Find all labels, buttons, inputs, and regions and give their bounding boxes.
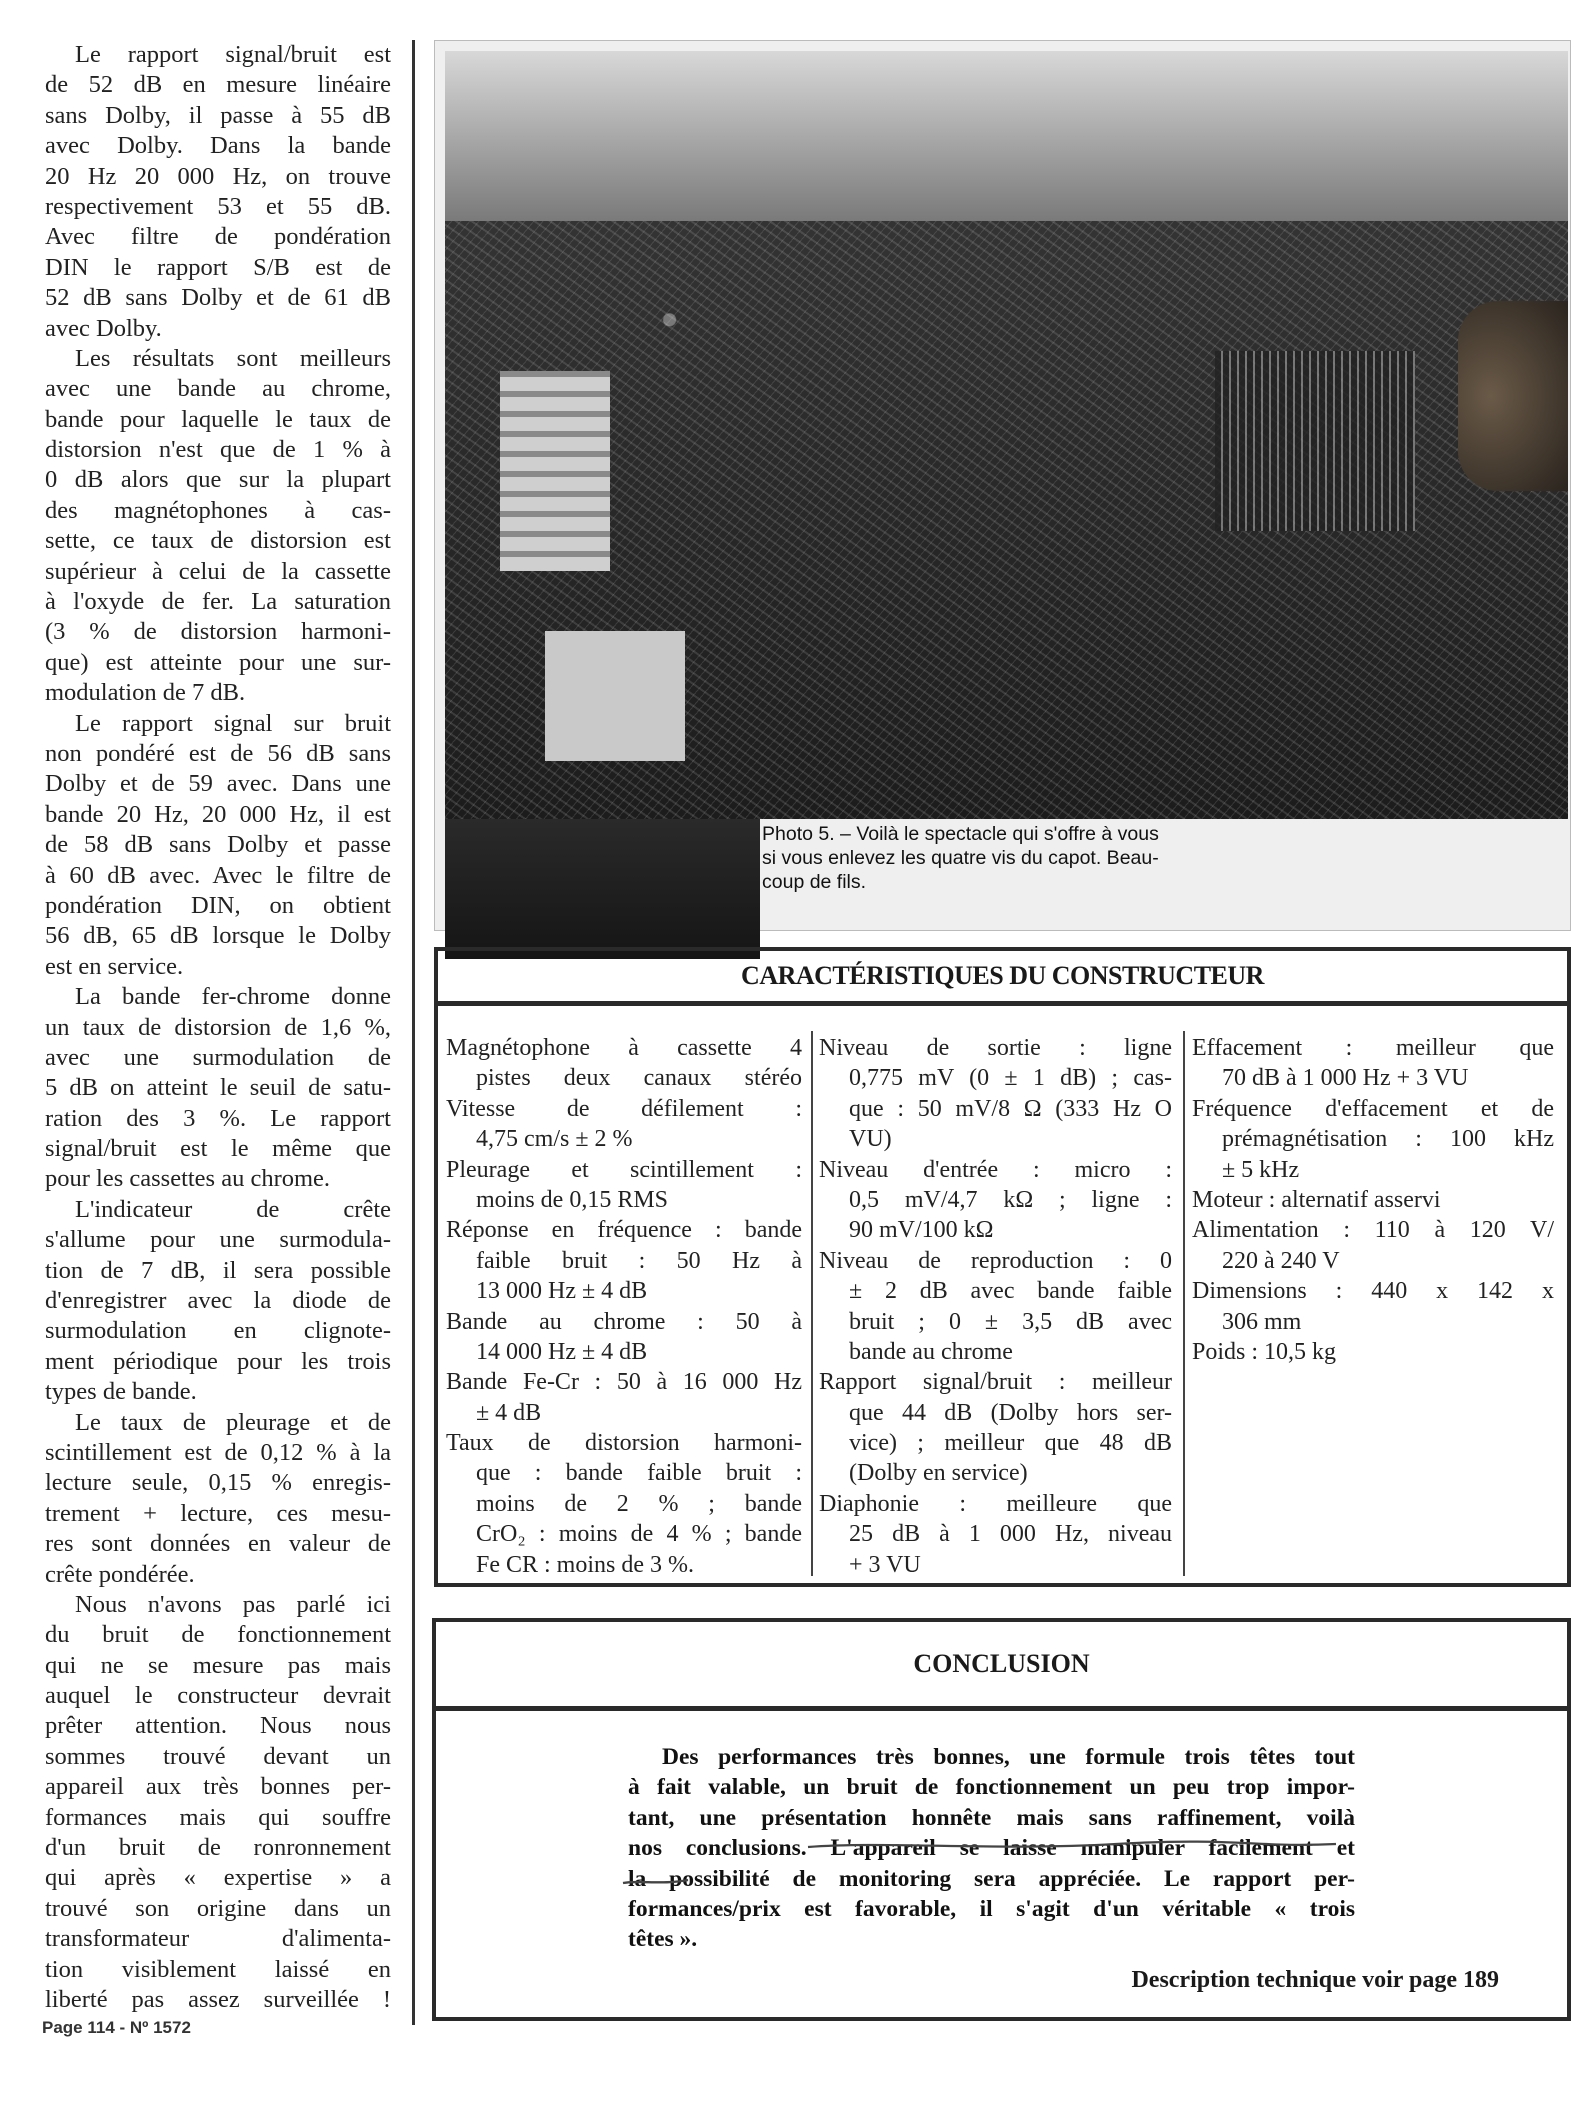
article-line: 52 dB sans Dolby et de 61 dB <box>45 284 391 312</box>
article-line: surmodulation en clignote- <box>45 1317 391 1345</box>
spec-line: Vitesse de défilement : <box>446 1095 802 1122</box>
article-text-column <box>45 40 391 2015</box>
column-divider <box>1183 1031 1185 1576</box>
spec-line: prémagnétisation : 100 kHz <box>1222 1126 1554 1153</box>
spec-line: Moteur : alternatif asservi <box>1192 1186 1441 1213</box>
article-line: s'allume pour une surmodula- <box>45 1226 391 1254</box>
article-line: sette, ce taux de distorsion est <box>45 527 391 555</box>
photo-caption <box>762 822 1242 894</box>
spec-line: VU) <box>849 1126 892 1153</box>
spec-line: 14 000 Hz ± 4 dB <box>476 1338 648 1365</box>
spec-line: 0,5 mV/4,7 kΩ ; ligne : <box>849 1186 1172 1213</box>
conclusion-line: têtes ». <box>628 1926 698 1953</box>
article-line: d'un bruit de ronronnement <box>45 1834 391 1862</box>
spec-line: que 44 dB (Dolby hors ser- <box>849 1399 1172 1426</box>
article-line: auquel le constructeur devrait <box>45 1682 391 1710</box>
conclusion-line: nos conclusions. L'appareil se laisse manipuler facilement et <box>628 1835 1355 1862</box>
spec-line: Fe CR : moins de 3 %. <box>476 1551 695 1578</box>
article-line: DIN le rapport S/B est de <box>45 253 391 281</box>
article-line: La bande fer-chrome donne <box>75 983 391 1011</box>
article-line: prêter attention. Nous nous <box>45 1712 391 1740</box>
article-line: avec une surmodulation de <box>45 1043 391 1071</box>
spec-line: bruit ; 0 ± 3,5 dB avec <box>849 1308 1172 1335</box>
spec-line: 70 dB à 1 000 Hz + 3 VU <box>1222 1065 1469 1092</box>
spec-line: ± 2 dB avec bande faible <box>849 1278 1172 1305</box>
column-divider <box>811 1031 813 1576</box>
spec-line: que : 50 mV/8 Ω (333 Hz O <box>849 1095 1172 1122</box>
column-divider <box>412 40 415 2025</box>
conclusion-line: la possibilité de monitoring sera appréciée. Le rapport per- <box>628 1865 1355 1892</box>
article-line: 20 Hz 20 000 Hz, on trouve <box>45 162 391 190</box>
spec-line: 306 mm <box>1222 1308 1302 1335</box>
spec-line: + 3 VU <box>849 1551 921 1578</box>
spec-line: (Dolby en service) <box>849 1460 1028 1487</box>
article-line: Le rapport signal/bruit est <box>75 41 391 68</box>
conclusion-line: à fait valable, un bruit de fonctionnement un peu trop impor- <box>628 1774 1355 1801</box>
specs-column-3 <box>1192 1033 1554 1367</box>
spec-line: CrO₂ : moins de 4 % ; bande <box>476 1521 802 1548</box>
spec-line: Bande au chrome : 50 à <box>446 1308 802 1335</box>
article-line: bande 20 Hz, 20 000 Hz, il est <box>45 800 391 828</box>
article-line: Nous n'avons pas parlé ici <box>75 1590 391 1618</box>
conclusion-title: CONCLUSION <box>436 1622 1567 1711</box>
photo-circuit-board <box>1215 351 1415 531</box>
spec-line: 220 à 240 V <box>1222 1247 1340 1274</box>
spec-line: Niveau d'entrée : micro : <box>819 1156 1172 1183</box>
specs-column-1 <box>446 1033 802 1580</box>
article-line: des magnétophones à cas- <box>45 496 391 524</box>
article-line: Les résultats sont meilleurs <box>75 344 391 372</box>
article-line: d'enregistrer avec la diode de <box>45 1287 391 1315</box>
specs-title: CARACTÉRISTIQUES DU CONSTRUCTEUR <box>438 951 1567 1006</box>
photo-transformer <box>1458 301 1568 491</box>
photo-component-panel <box>500 371 610 571</box>
article-line: Dolby et de 59 avec. Dans une <box>45 770 391 798</box>
caption-line: si vous enlevez les quatre vis du capot. Beau- <box>762 847 1159 869</box>
article-line: avec Dolby. Dans la bande <box>45 132 391 160</box>
photo-cassette-deck-interior <box>445 51 1568 819</box>
article-line: 0 dB alors que sur la plupart <box>45 466 391 494</box>
conclusion-box <box>432 1618 1571 2021</box>
spec-line: Effacement : meilleur que <box>1192 1035 1554 1061</box>
article-line: 5 dB on atteint le seuil de satu- <box>45 1074 391 1102</box>
spec-line: vice) ; meilleur que 48 dB <box>849 1430 1172 1457</box>
photo-rear-panel <box>445 819 760 959</box>
article-line: supérieur à celui de la cassette <box>45 557 391 585</box>
article-line: lecture seule, 0,15 % enregis- <box>45 1469 391 1497</box>
conclusion-line: tant, une présentation honnête mais sans raffinement, voilà <box>628 1804 1355 1831</box>
spec-line: pistes deux canaux stéréo <box>476 1065 802 1092</box>
article-line: pondération DIN, on obtient <box>45 891 391 919</box>
article-line: à 60 dB avec. Avec le filtre de <box>45 861 391 889</box>
article-line: res sont données en valeur de <box>45 1530 391 1558</box>
conclusion-line: formances/prix est favorable, il s'agit d'un véritable « trois <box>628 1895 1355 1922</box>
spec-line: 13 000 Hz ± 4 dB <box>476 1278 648 1305</box>
spec-line: ± 5 kHz <box>1222 1156 1300 1183</box>
caption-line: Photo 5. – Voilà le spectacle qui s'offre à vous <box>762 823 1159 845</box>
article-line: trement + lecture, ces mesu- <box>45 1499 391 1527</box>
spec-line: moins de 2 % ; bande <box>476 1490 802 1517</box>
article-line: sans Dolby, il passe à 55 dB <box>45 101 391 129</box>
photo-label-plate <box>545 631 685 761</box>
spec-line: Magnétophone à cassette 4 <box>446 1035 802 1061</box>
photo-chassis-top <box>445 51 1568 221</box>
specs-column-2 <box>819 1033 1172 1580</box>
article-line: non pondéré est de 56 dB sans <box>45 739 391 767</box>
article-line: ment périodique pour les trois <box>45 1347 391 1375</box>
spec-line: Niveau de sortie : ligne <box>819 1035 1172 1061</box>
article-line: signal/bruit est le même que <box>45 1135 391 1163</box>
spec-line: Pleurage et scintillement : <box>446 1156 802 1183</box>
article-line: ration des 3 %. Le rapport <box>45 1104 391 1132</box>
article-line: qui après « expertise » a <box>45 1864 391 1892</box>
photo-5-figure <box>434 40 1571 931</box>
spec-line: Poids : 10,5 kg <box>1192 1338 1337 1365</box>
conclusion-line: Des performances très bonnes, une formule trois têtes tout <box>662 1744 1355 1770</box>
article-line: pour les cassettes au chrome. <box>45 1165 331 1193</box>
article-line: 56 dB, 65 dB lorsque le Dolby <box>45 922 391 950</box>
article-line: modulation de 7 dB. <box>45 679 246 707</box>
spec-line: Niveau de reproduction : 0 <box>819 1247 1172 1274</box>
page-number-footer: Page 114 - Nº 1572 <box>42 2018 191 2037</box>
article-line: avec Dolby. <box>45 314 162 342</box>
article-line: que) est atteinte pour une sur- <box>45 648 391 676</box>
article-line: respectivement 53 et 55 dB. <box>45 192 391 220</box>
article-line: un taux de distorsion de 1,6 %, <box>45 1013 391 1041</box>
article-line: tion visiblement laissé en <box>45 1955 391 1983</box>
spec-line: ± 4 dB <box>476 1399 542 1426</box>
article-line: scintillement est de 0,12 % à la <box>45 1438 391 1466</box>
article-line: bande pour laquelle le taux de <box>45 405 391 433</box>
spec-line: Bande Fe-Cr : 50 à 16 000 Hz <box>446 1369 802 1396</box>
article-line: (3 % de distorsion harmoni- <box>45 618 391 646</box>
article-line: L'indicateur de crête <box>75 1195 391 1223</box>
article-line: Le taux de pleurage et de <box>75 1408 391 1436</box>
manufacturer-specs-box <box>434 947 1571 1587</box>
article-line: liberté pas assez surveillée ! <box>45 1986 391 2013</box>
conclusion-text <box>628 1742 1355 1955</box>
article-line: formances mais qui souffre <box>45 1803 391 1831</box>
article-line: distorsion n'est que de 1 % à <box>45 436 391 464</box>
spec-line: Rapport signal/bruit : meilleur <box>819 1369 1172 1396</box>
article-line: crête pondérée. <box>45 1560 195 1588</box>
spec-line: Diaphonie : meilleure que <box>819 1490 1172 1517</box>
article-line: de 52 dB en mesure linéaire <box>45 71 391 99</box>
article-line: Le rapport signal sur bruit <box>75 709 391 737</box>
spec-line: Alimentation : 110 à 120 V/ <box>1192 1217 1554 1244</box>
spec-line: que : bande faible bruit : <box>476 1460 802 1487</box>
spec-line: 25 dB à 1 000 Hz, niveau <box>849 1521 1172 1548</box>
spec-line: 90 mV/100 kΩ <box>849 1217 994 1244</box>
article-line: Avec filtre de pondération <box>45 223 391 251</box>
spec-line: 0,775 mV (0 ± 1 dB) ; cas- <box>849 1065 1172 1092</box>
article-line: à l'oxyde de fer. La saturation <box>45 588 391 616</box>
article-line: sommes trouvé devant un <box>45 1742 391 1770</box>
article-line: transformateur d'alimenta- <box>45 1925 391 1953</box>
spec-line: bande au chrome <box>849 1338 1013 1365</box>
article-line: avec une bande au chrome, <box>45 375 391 403</box>
spec-line: moins de 0,15 RMS <box>476 1186 669 1213</box>
spec-line: 4,75 cm/s ± 2 % <box>476 1126 633 1153</box>
article-line: types de bande. <box>45 1378 197 1406</box>
article-line: appareil aux très bonnes per- <box>45 1773 391 1801</box>
spec-line: Taux de distorsion harmoni- <box>446 1430 802 1457</box>
spec-line: Dimensions : 440 x 142 x <box>1192 1278 1554 1305</box>
spec-line: Fréquence d'effacement et de <box>1192 1095 1554 1122</box>
article-line: de 58 dB sans Dolby et passe <box>45 831 391 859</box>
article-line: du bruit de fonctionnement <box>45 1621 391 1649</box>
technical-description-reference: Description technique voir page 189 <box>1131 1967 1499 1993</box>
spec-line: Réponse en fréquence : bande <box>446 1217 802 1244</box>
article-line: est en service. <box>45 952 184 980</box>
article-line: tion de 7 dB, il sera possible <box>45 1256 391 1284</box>
caption-line: coup de fils. <box>762 871 867 893</box>
article-line: trouvé son origine dans un <box>45 1894 391 1922</box>
article-line: qui ne se mesure pas mais <box>45 1651 391 1679</box>
spec-line: faible bruit : 50 Hz à <box>476 1247 802 1274</box>
